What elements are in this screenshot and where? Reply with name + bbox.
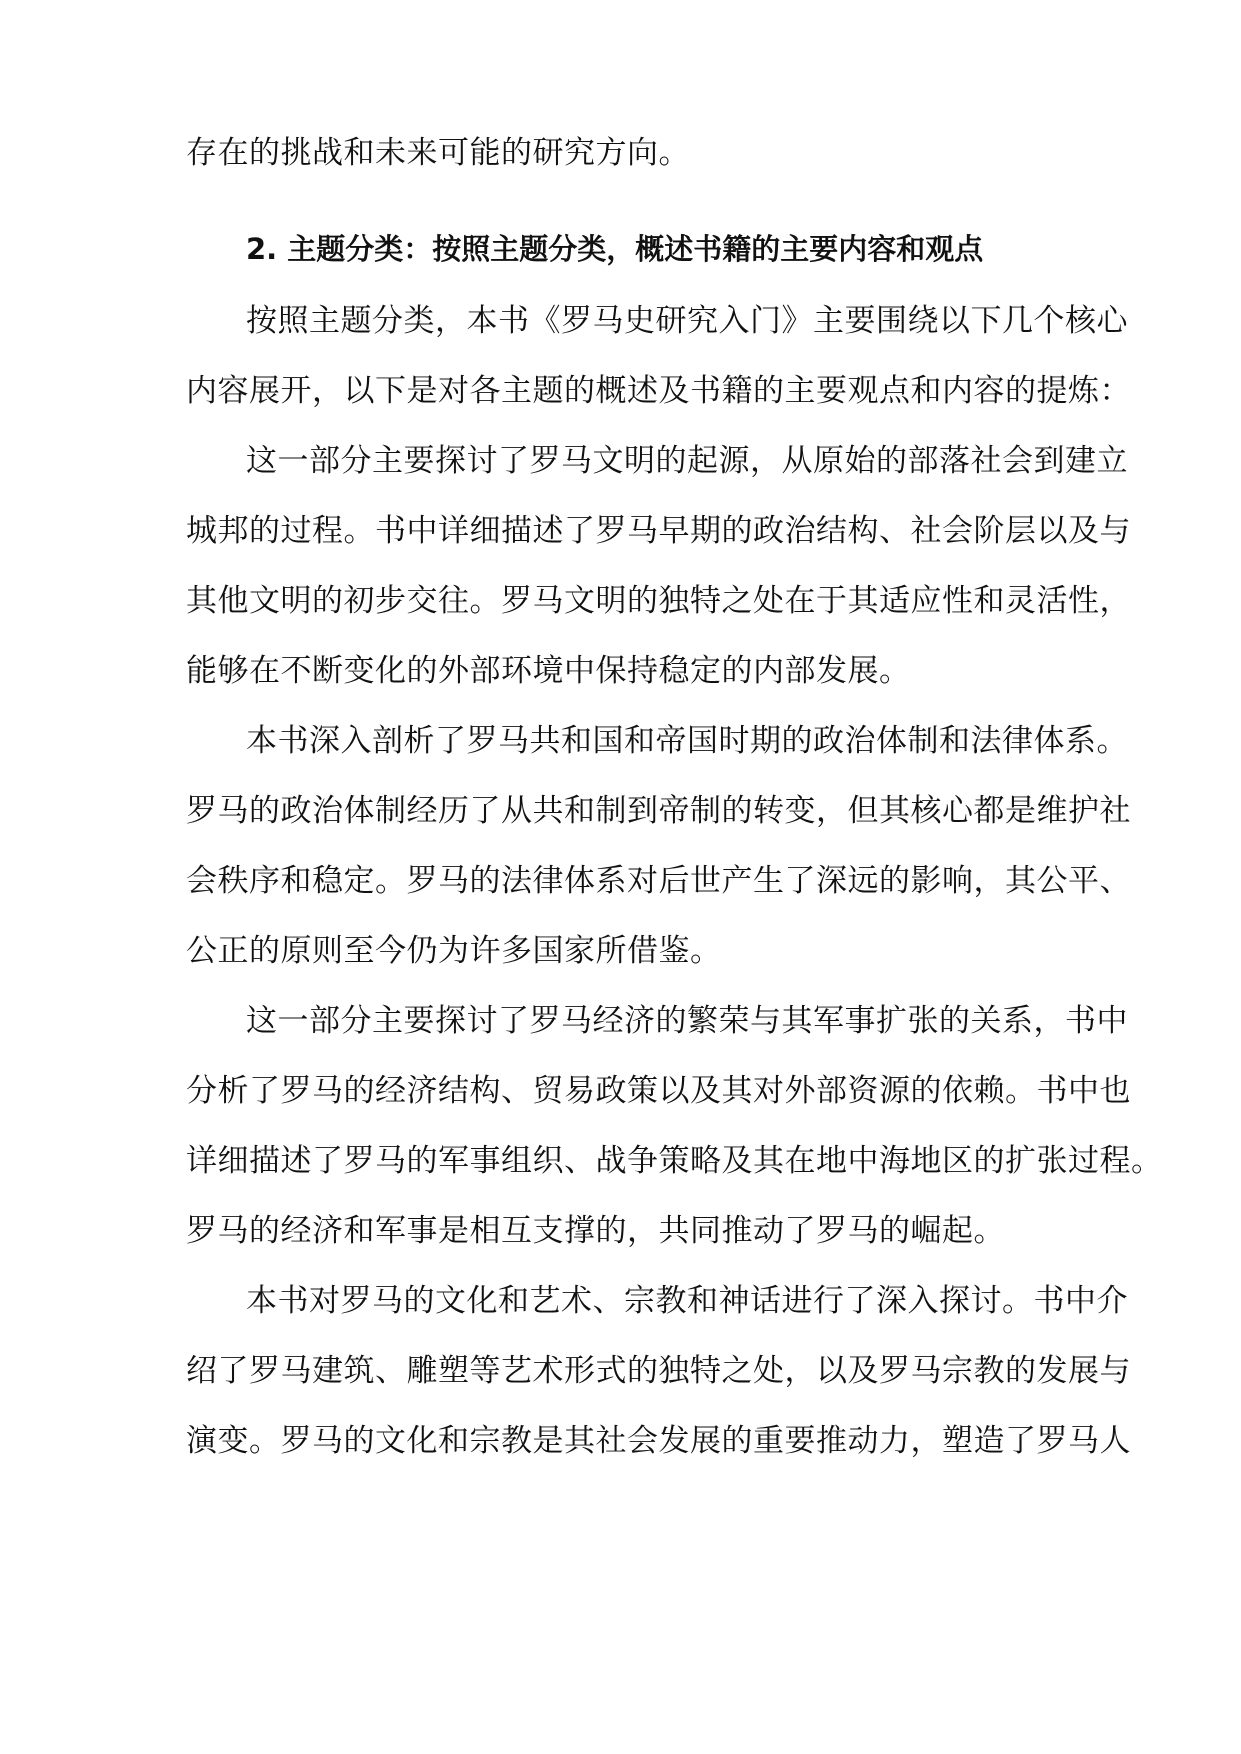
text-line: 详细描述了罗马的军事组织、战争策略及其在地中海地区的扩张过程。 (186, 1143, 1163, 1179)
text-line: 公正的原则至今仍为许多国家所借鉴。 (186, 933, 722, 969)
text-line: 城邦的过程。书中详细描述了罗马早期的政治结构、社会阶层以及与 (186, 513, 1131, 549)
text-line: 存在的挑战和未来可能的研究方向。 (186, 135, 690, 171)
text-line: 本书深入剖析了罗马共和国和帝国时期的政治体制和法律体系。 (246, 723, 1128, 759)
text-line: 按照主题分类，本书《罗马史研究入门》主要围绕以下几个核心 (246, 303, 1128, 339)
text-line: 本书对罗马的文化和艺术、宗教和神话进行了深入探讨。书中介 (246, 1283, 1128, 1319)
text-line: 能够在不断变化的外部环境中保持稳定的内部发展。 (186, 653, 911, 689)
text-line: 内容展开，以下是对各主题的概述及书籍的主要观点和内容的提炼： (186, 373, 1131, 409)
text-line: 分析了罗马的经济结构、贸易政策以及其对外部资源的依赖。书中也 (186, 1073, 1131, 1109)
text-line: 罗马的经济和军事是相互支撑的，共同推动了罗马的崛起。 (186, 1213, 1005, 1249)
text-line: 这一部分主要探讨了罗马经济的繁荣与其军事扩张的关系，书中 (246, 1003, 1128, 1039)
text-line: 罗马的政治体制经历了从共和制到帝制的转变，但其核心都是维护社 (186, 793, 1131, 829)
text-line: 会秩序和稳定。罗马的法律体系对后世产生了深远的影响，其公平、 (186, 863, 1131, 899)
text-line: 绍了罗马建筑、雕塑等艺术形式的独特之处，以及罗马宗教的发展与 (186, 1353, 1131, 1389)
text-line: 这一部分主要探讨了罗马文明的起源，从原始的部落社会到建立 (246, 443, 1128, 479)
text-line: 演变。罗马的文化和宗教是其社会发展的重要推动力，塑造了罗马人 (186, 1423, 1131, 1459)
text-line: 其他文明的初步交往。罗马文明的独特之处在于其适应性和灵活性， (186, 583, 1131, 619)
section-heading: 2. 主题分类：按照主题分类，概述书籍的主要内容和观点 (246, 232, 984, 266)
